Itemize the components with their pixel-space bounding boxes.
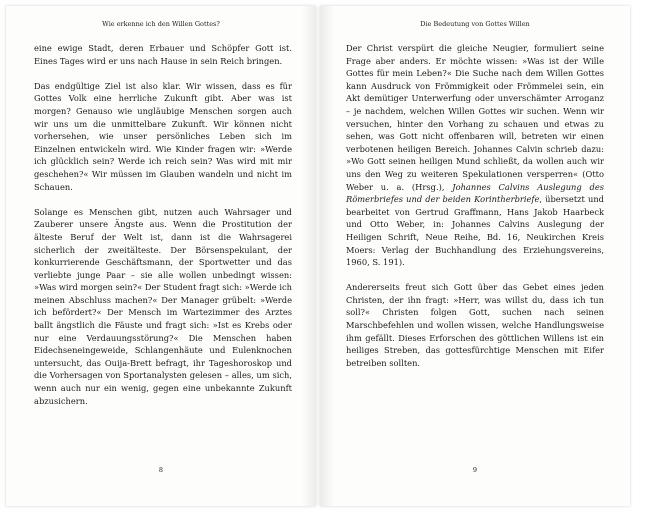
- paragraph: Solange es Menschen gibt, nutzen auch Wahrsager und Zauberer unsere Ängste aus. Wenn die Prostitution der älteste Beruf der Welt ist, dann ist die Wahrsagerei sicherlich der zweitälteste. Der Börsenspekulant, der konkurrierende Geschäftsmann, der Sportwetter und das verliebte junge Paar – sie alle wollen unbedingt wissen: »Was wird morgen sein?« Der Student fragt sich: »Werde ich meinen Abschluss machen?« Der Manager grübelt: »Werde ich befördert?« Der Mensch im Wartezimmer des Arztes ballt ängstlich die Fäuste und fragt sich: »Ist es Krebs oder nur eine Verdauungsstörung?« Die Menschen haben Eidechseneingeweide, Schlangenhäute und Eulenknochen untersucht, das Ouija-Brett befragt, ihr Tageshoroskop und die Vorhersagen von Sportanalysten gelesen – alles, um sich, wenn auch nur ein wenig, gegen eine unbekannte Zukunft abzusichern.: [34, 206, 292, 406]
- book-title: Johannes Calvins Auslegung des Römerbriefes und der beiden Korintherbriefe: [346, 181, 604, 205]
- left-page: [6, 6, 316, 506]
- paragraph: eine ewige Stadt, deren Erbauer und Schöpfer Gott ist. Eines Tages wird er uns nach Hause in sein Reich bringen.: [34, 43, 292, 66]
- paragraph: Das endgültige Ziel ist also klar. Wir wissen, dass es für Gottes Volk eine herrliche Zukunft gibt. Aber was ist morgen? Genauso wie ungläubige Menschen sorgen auch wir uns um die unmittelbare Zukunft. Wir können nicht vorhersehen, wie unser persönliches Leben sich im Einzelnen entwickeln wird. Wie Kinder fragen wir: »Werde ich glücklich sein? Werde ich reich sein? Was wird mit mir geschehen?« Wir müssen im Glauben wandeln und nicht im Schauen.: [34, 80, 292, 192]
- paragraph: Andererseits freut sich Gott über das Gebet eines jeden Christen, der ihn fragt: »Herr, was willst du, dass ich tun soll?« Christen folgen Gott, suchen nach seinen Marschbefehlen und wollen wissen, welche Handlungsweise ihm gefällt. Dieses Erforschen des göttlichen Willens ist ein heiliges Streben, das gottesfürchtige Menschen mit Eifer betreiben sollten.: [346, 282, 604, 368]
- running-head-left: Wie erkenne ich den Willen Gottes?: [102, 20, 220, 28]
- running-head-right: Die Bedeutung von Gottes Willen: [420, 20, 530, 28]
- right-page-body: [346, 42, 604, 382]
- paragraph: [346, 42, 604, 269]
- paragraph-text: , übersetzt und bearbeitet von Gertrud Graffmann, Hans Jakob Haarbeck und Otto Weber, in: Johannes Calvins Auslegung der Heiligen Schrift, Neue Reihe, Bd. 16, Neukirchen Kreis Moers: Verlag der Buchhandlung des Erziehungsvereins, 1960, S. 191).: [346, 194, 604, 268]
- right-page: [320, 6, 630, 506]
- page-number-right: 9: [472, 466, 478, 474]
- left-page-body: [34, 42, 292, 420]
- page-number-left: 8: [158, 466, 164, 474]
- gutter-shadow: [302, 6, 316, 506]
- paragraph-text: Der Christ verspürt die gleiche Neugier, formuliert seine Frage aber anders. Er möchte wissen: »Was ist der Wille Gottes für mein Leben?« Die Suche nach dem Willen Gottes kann Ausdruck von Frömmigkeit oder Frömmelei sein, ein Akt demütiger Unterwerfung oder unverschämter Arroganz – je nachdem, welchen Willen Gottes wir suchen. Wenn wir versuchen, hinter den Vorhang zu schauen und etwas zu sehen, was Gott nicht offenbaren will, betreten wir einen verbotenen heiligen Bereich. Johannes Calvin schrieb dazu: »Wo Gott seinen heiligen Mund schließt, da wollen auch wir uns den Weg zu weiteren Spekulationen versperren« (Otto Weber u. a. (Hrsg.),: [346, 43, 604, 192]
- gutter-shadow: [320, 6, 334, 506]
